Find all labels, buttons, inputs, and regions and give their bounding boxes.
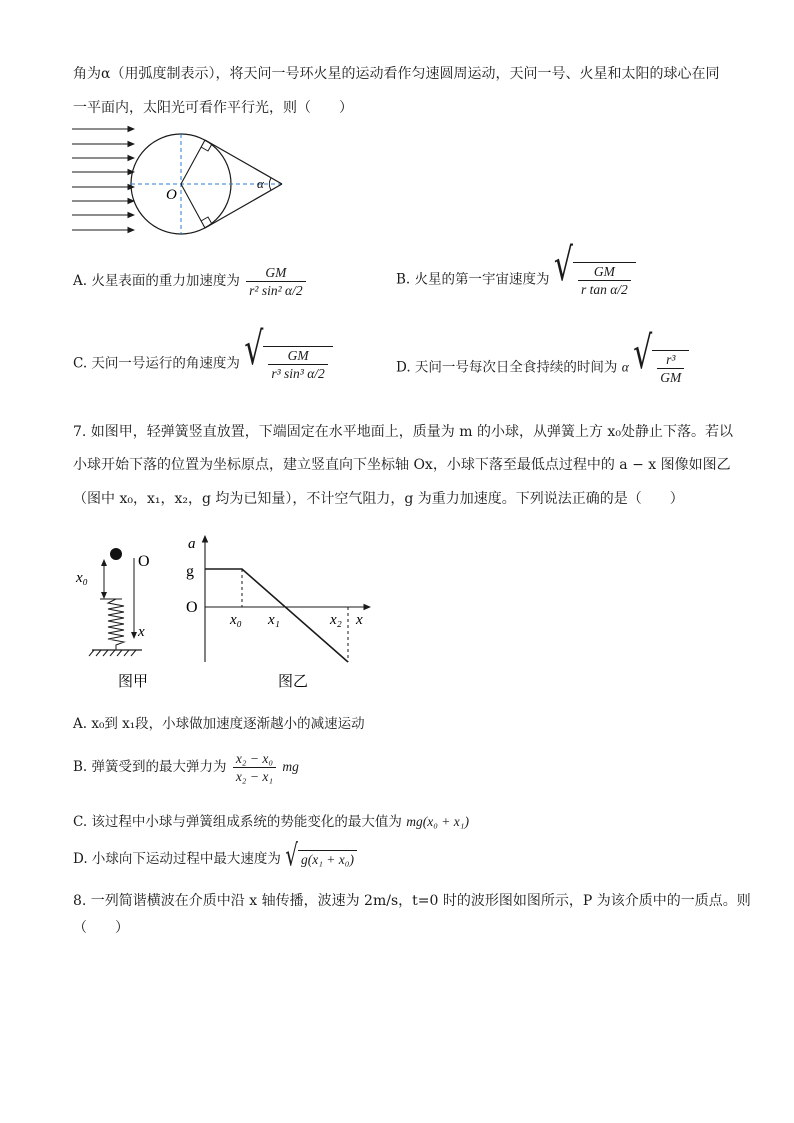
q6-option-d[interactable]: D. 天问一号每次日全食持续的时间为 α √ $\frac{\text{r³}}{GM}$ <box>396 350 689 386</box>
q7-option-a[interactable]: A. x₀到 x₁段，小球做加速度逐渐越小的减速运动 <box>73 716 365 732</box>
yi-x-label: x <box>356 612 363 628</box>
q7d-expression: g(x₁ + x₀) <box>298 850 357 870</box>
q6d-numerator: r³ <box>666 352 676 367</box>
q6a-denominator: r² sin² α/2 <box>246 281 305 299</box>
q6c-denominator: r³ sin³ α/2 <box>268 364 327 382</box>
q6-eclipse-figure <box>68 124 292 239</box>
yi-a-label: a <box>188 536 196 552</box>
q8-line-1: 8. 一列简谐横波在介质中沿 x 轴传播，波速为 2m/s，t=0 时的波形图如图所示，P 为该介质中的一质点。则 <box>73 893 751 909</box>
q7c-expression: mg(x₀ + x₁) <box>406 814 469 829</box>
q7-line-2: 小球开始下落的位置为坐标原点，建立竖直向下坐标轴 Ox，小球下落至最低点过程中的 a − x 图像如图乙 <box>73 457 731 473</box>
q6c-numerator: GM <box>287 348 309 363</box>
q7-figure-yi <box>180 532 380 700</box>
jia-x-label: x <box>138 624 145 640</box>
q7-option-c[interactable]: C. 该过程中小球与弹簧组成系统的势能变化的最大值为 mg(x₀ + x₁) <box>73 814 469 830</box>
q6b-denominator: r tan α/2 <box>578 280 631 298</box>
q6b-numerator: GM <box>593 264 615 279</box>
yi-x1-label: x₁ <box>268 612 280 628</box>
yi-caption: 图乙 <box>278 672 309 690</box>
q7-line-3: （图中 x₀，x₁，x₂，g 均为已知量），不计空气阻力，g 为重力加速度。下列说法正确的是（ ） <box>73 491 684 507</box>
jia-x0-label: x₀ <box>76 570 88 586</box>
sunlight-arrows <box>72 129 134 230</box>
jia-origin-label: O <box>138 553 150 570</box>
q6-line-1: 角为α（用弧度制表示），将天问一号环火星的运动看作匀速圆周运动，天问一号、火星和太阳的球心在同 <box>73 66 720 82</box>
q7-figure-jia <box>74 540 174 700</box>
yi-g-label: g <box>186 563 194 580</box>
q7b-denominator: x₂ − x₁ <box>233 767 276 785</box>
q6a-numerator: GM <box>265 265 287 280</box>
q7-option-d[interactable]: D. 小球向下运动过程中最大速度为 √ g(x₁ + x₀) <box>73 847 357 870</box>
q6-option-c[interactable]: C. 天问一号运行的角速度为 √ $\frac{GM}{\text{r³ sin³ α/2}}$ <box>73 346 333 382</box>
q6-option-a[interactable]: A. 火星表面的重力加速度为 $\frac{GM}{\text{r² sin² α/2}}$ <box>73 264 308 299</box>
yi-x0-label: x₀ <box>230 612 242 628</box>
q6d-denominator: GM <box>657 368 684 386</box>
q7-line-1: 7. 如图甲，轻弹簧竖直放置，下端固定在水平地面上，质量为 m 的小球，从弹簧上方 x₀处静止下落。若以 <box>73 424 733 440</box>
fig-center-label: O <box>166 187 177 203</box>
jia-caption: 图甲 <box>118 672 149 690</box>
yi-x2-label: x₂ <box>330 612 342 628</box>
q6-line-2: 一平面内，太阳光可看作平行光，则（ ） <box>73 100 353 116</box>
q7b-numerator: x₂ − x₀ <box>235 751 274 766</box>
yi-origin-label: O <box>186 599 198 616</box>
fig-angle-label: α <box>257 176 264 191</box>
q8-line-2: （ ） <box>73 920 129 936</box>
q6-option-b[interactable]: B. 火星的第一宇宙速度为 √ $\frac{GM}{\text{r tan α/2}}$ <box>396 262 636 298</box>
q7-option-b[interactable]: B. 弹簧受到的最大弹力为 $\frac{\text{x₂ − x₀}}{\text{x₂ − x₁}}$ mg <box>73 751 299 784</box>
